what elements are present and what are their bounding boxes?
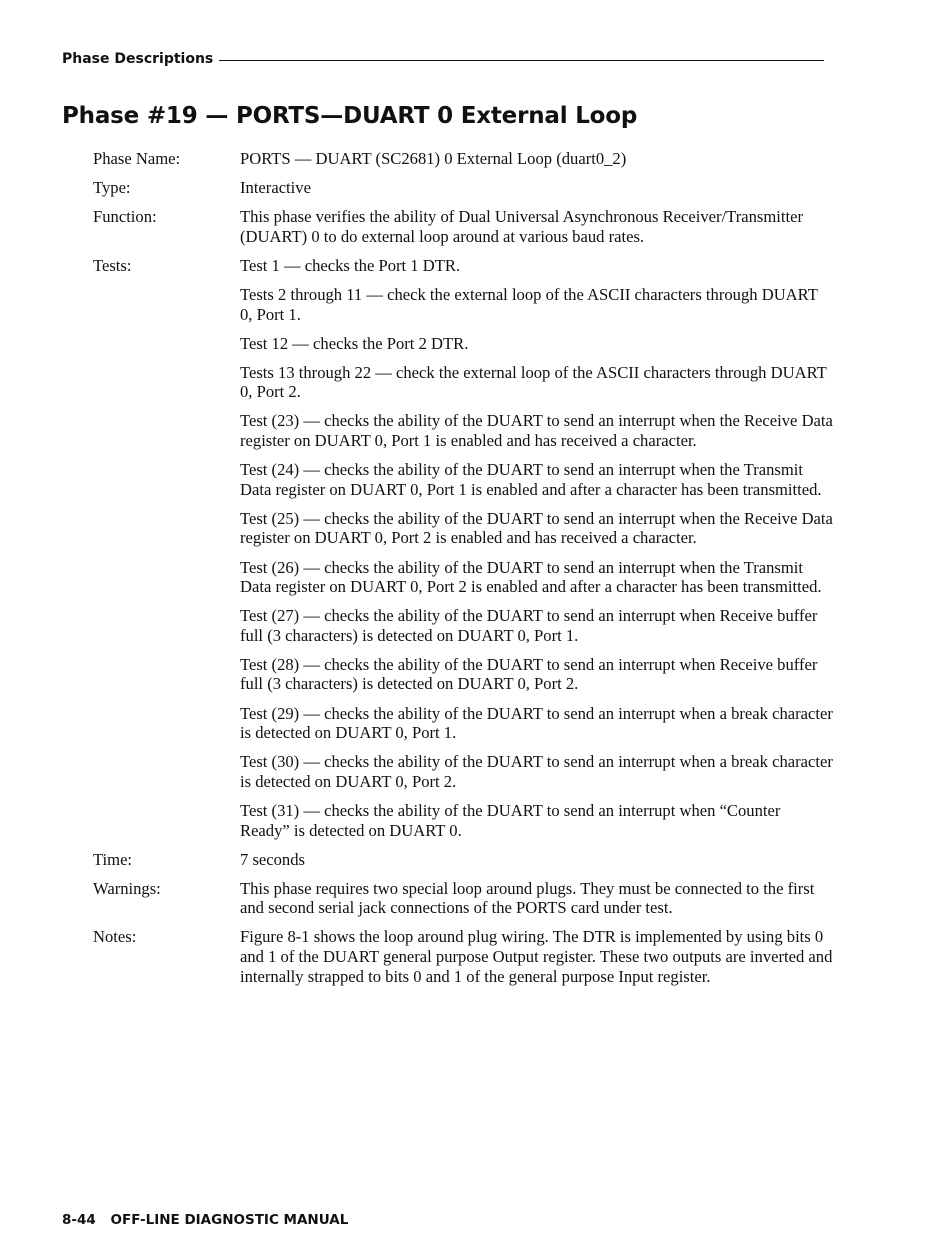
test-item: Test (31) — checks the ability of the DUART to send an interrupt when “Counter Ready” is detected on DUART 0. bbox=[240, 800, 781, 840]
test-item: Test (23) — checks the ability of the DUART to send an interrupt when the Receive Data register on DUART 0, Port 1 is enabled and has received a character. bbox=[240, 411, 833, 451]
test-item: Test (29) — checks the ability of the DUART to send an interrupt when a break character is detected on DUART 0, Port 1. bbox=[240, 703, 833, 743]
test-item: Tests 2 through 11 — check the external loop of the ASCII characters through DUART 0, Port 1. bbox=[240, 284, 818, 324]
phase-description bbox=[93, 149, 833, 996]
test-item: Test 1 — checks the Port 1 DTR. bbox=[240, 255, 461, 275]
field-label: Notes: bbox=[93, 927, 137, 947]
field-function bbox=[93, 207, 833, 246]
running-header bbox=[62, 51, 824, 67]
section-title: Phase Descriptions bbox=[62, 51, 214, 67]
field-label: Phase Name: bbox=[93, 149, 181, 168]
manual-title: OFF-LINE DIAGNOSTIC MANUAL bbox=[110, 1212, 349, 1228]
field-value: Interactive bbox=[240, 178, 311, 198]
field-label: Time: bbox=[93, 849, 133, 869]
test-item: Test (26) — checks the ability of the DUART to send an interrupt when the Transmit Data register on DUART 0, Port 2 is enabled and after a character has been transmitted. bbox=[240, 557, 822, 597]
field-value: This phase requires two special loop around plugs. They must be connected to the first and second serial jack connections of the PORTS card under test. bbox=[240, 878, 815, 918]
test-item: Test (25) — checks the ability of the DUART to send an interrupt when the Receive Data register on DUART 0, Port 2 is enabled and has received a character. bbox=[240, 508, 833, 548]
field-label: Warnings: bbox=[93, 878, 161, 898]
test-item: Test (28) — checks the ability of the DUART to send an interrupt when Receive buffer full (3 characters) is detected on DUART 0, Port 2. bbox=[240, 654, 818, 694]
test-item: Test 12 — checks the Port 2 DTR. bbox=[240, 333, 469, 353]
field-label: Tests: bbox=[93, 255, 132, 275]
page-title: Phase #19 — PORTS—DUART 0 External Loop bbox=[62, 103, 638, 129]
test-item: Test (27) — checks the ability of the DUART to send an interrupt when Receive buffer full (3 characters) is detected on DUART 0, Port 1. bbox=[240, 606, 818, 645]
field-notes bbox=[93, 927, 833, 986]
page-footer bbox=[62, 1212, 348, 1228]
header-rule bbox=[219, 60, 824, 61]
tests-list bbox=[240, 256, 833, 850]
test-item: Test (24) — checks the ability of the DUART to send an interrupt when the Transmit Data register on DUART 0, Port 1 is enabled and after a character has been transmitted. bbox=[240, 460, 822, 499]
page-number: 8-44 bbox=[62, 1212, 96, 1228]
field-value: This phase verifies the ability of Dual Universal Asynchronous Receiver/Transmitter (DUART) 0 to do external loop around at various baud rates. bbox=[240, 207, 803, 246]
test-item: Test (30) — checks the ability of the DUART to send an interrupt when a break character is detected on DUART 0, Port 2. bbox=[240, 752, 833, 791]
field-label: Type: bbox=[93, 178, 131, 198]
field-value: 7 seconds bbox=[240, 849, 305, 869]
field-label: Function: bbox=[93, 207, 157, 227]
field-value: PORTS — DUART (SC2681) 0 External Loop (duart0_2) bbox=[240, 149, 627, 168]
field-type bbox=[93, 178, 833, 198]
field-value: Figure 8-1 shows the loop around plug wiring. The DTR is implemented by using bits 0 and 1 of the DUART general purpose Output register. These two outputs are inverted and internally strapped to bits 0 and 1 of the general purpose Input register. bbox=[240, 927, 833, 986]
field-phase-name bbox=[93, 149, 833, 169]
field-warnings bbox=[93, 879, 833, 918]
test-item: Tests 13 through 22 — check the external loop of the ASCII characters through DUART 0, Port 2. bbox=[240, 362, 827, 402]
field-time bbox=[93, 850, 833, 870]
field-tests bbox=[93, 256, 833, 850]
